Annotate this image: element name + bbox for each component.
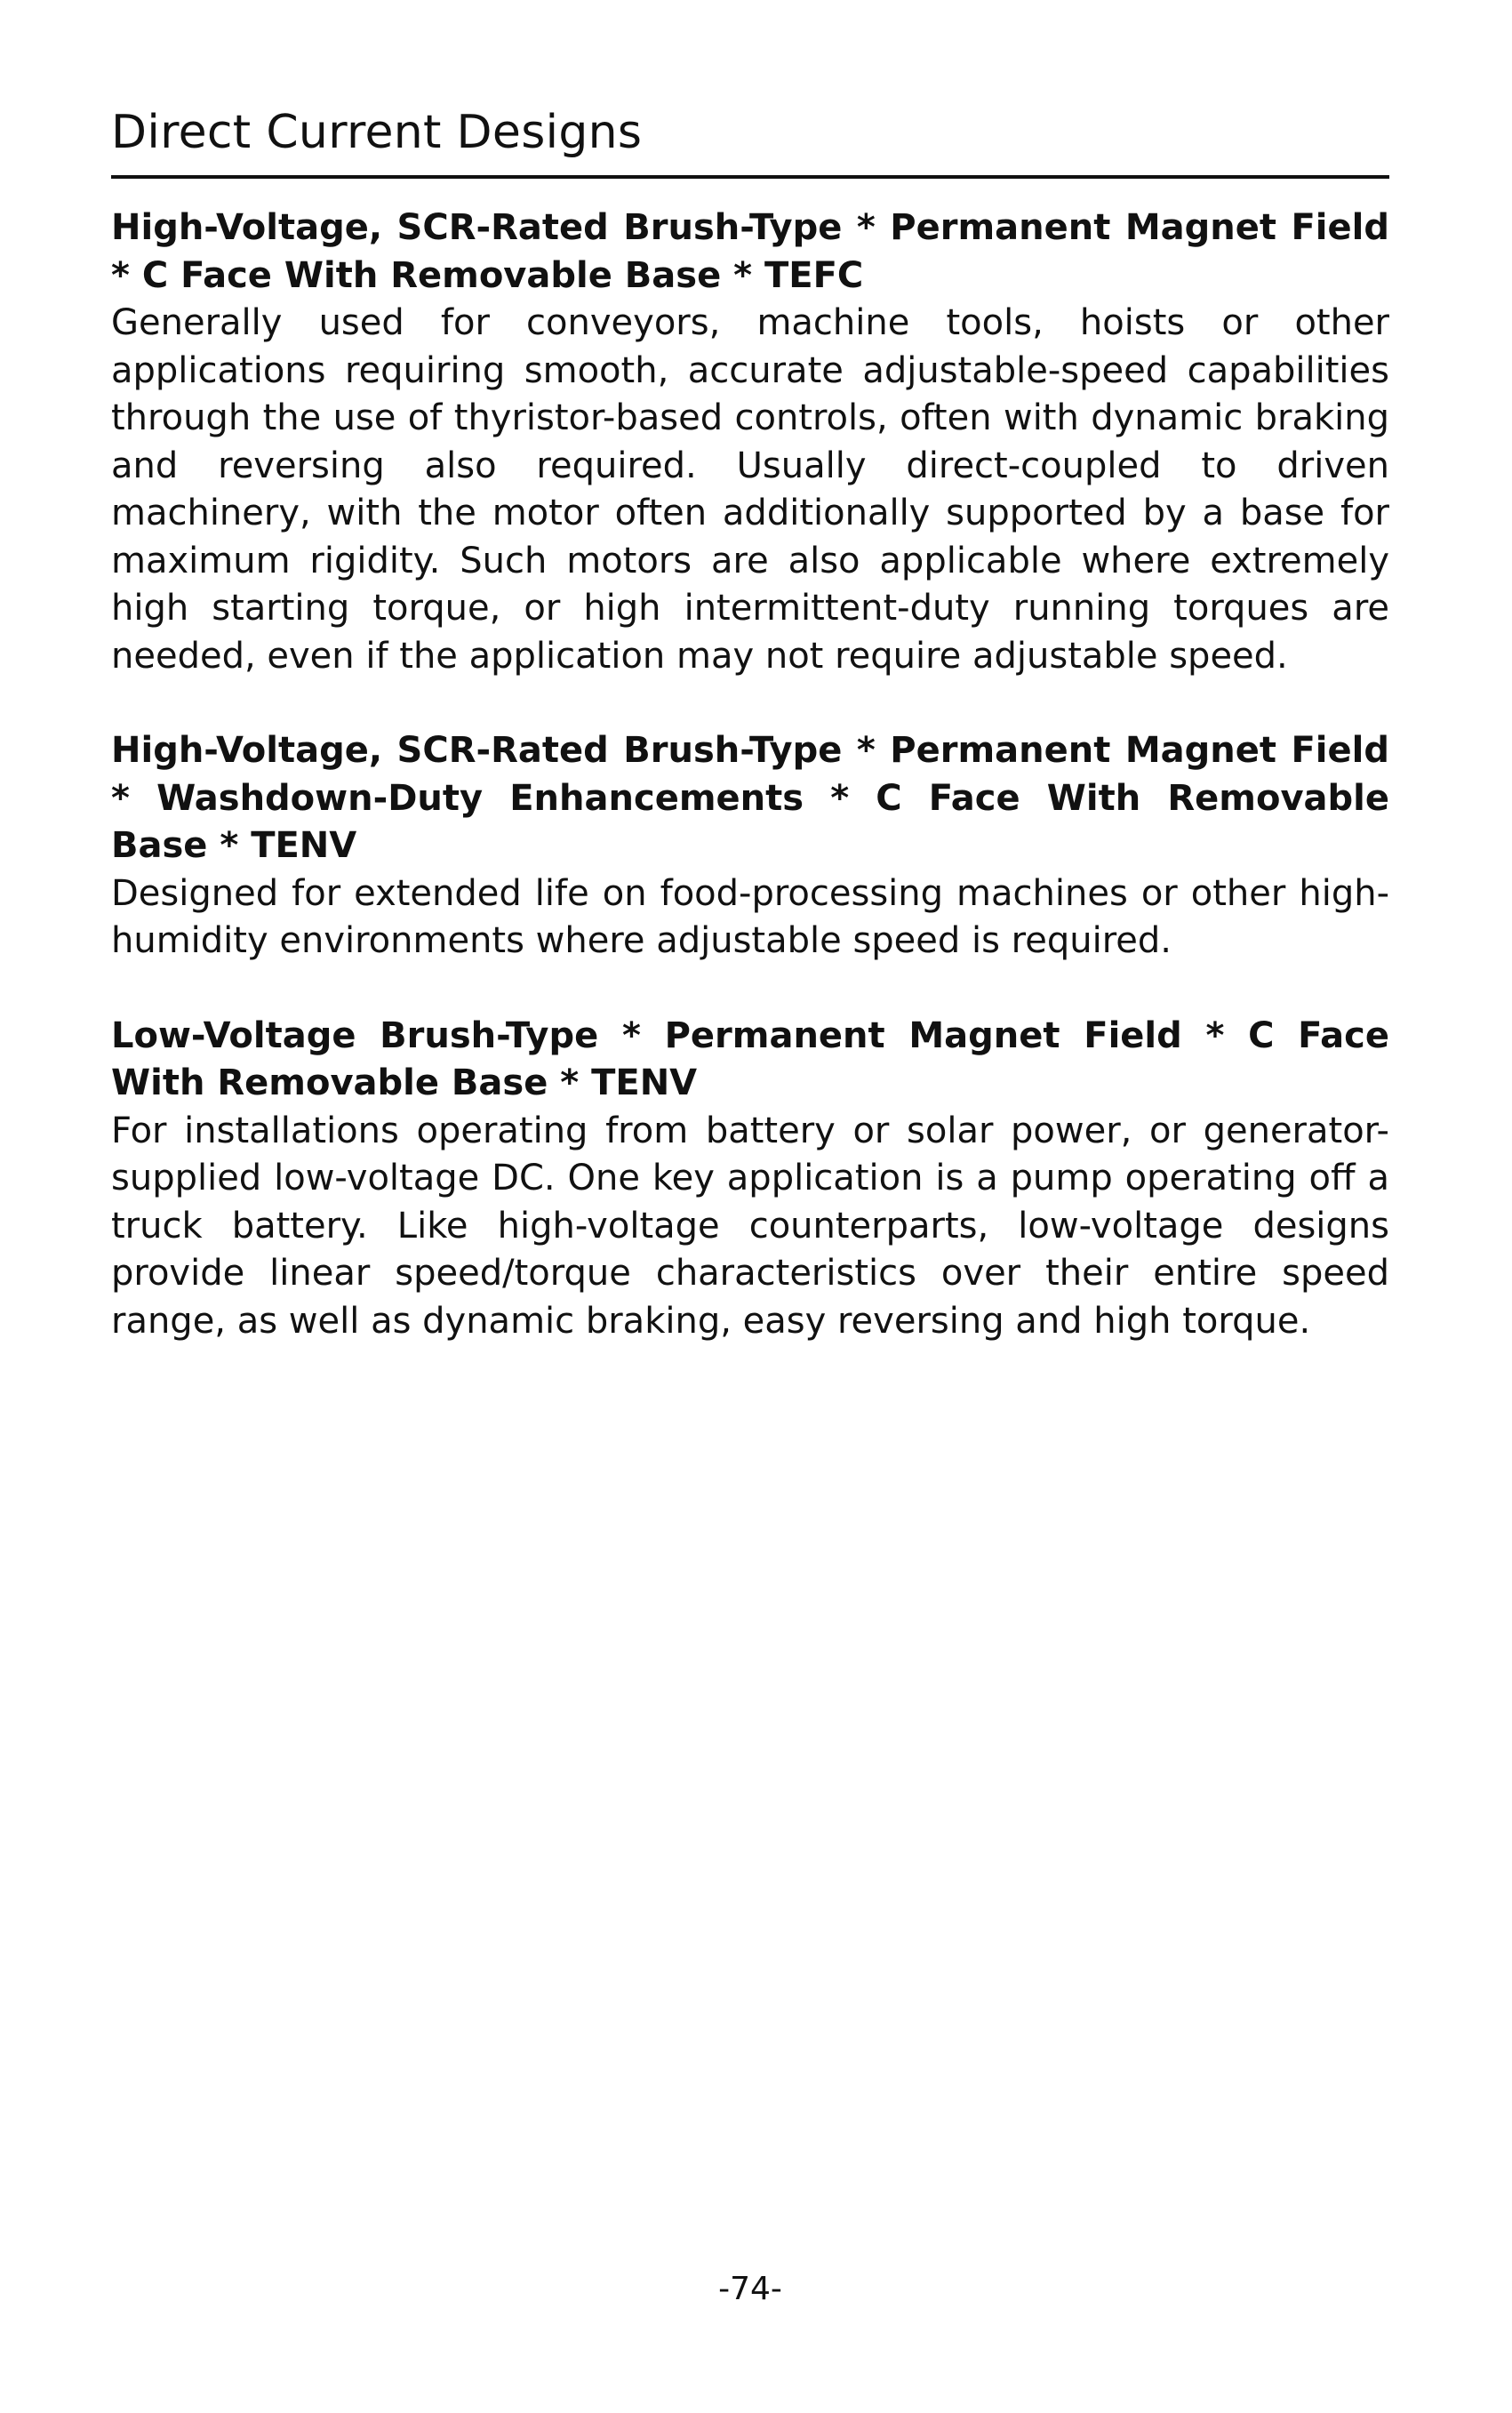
sections-list (111, 204, 1389, 1392)
section-body: Generally used for conveyors, machine tools, hoists or other applications requiring smooth, accurate adjustable-speed capabilities through the use of thyristor-based controls, often with dynamic braking and reversing also required. Usually direct-coupled to driven machinery, with the motor often additionally supported by a base for maximum rigidity. Such motors are also applicable where extremely high starting torque, or high intermittent-duty running torques are needed, even if the application may not require adjustable speed. (111, 302, 1389, 677)
page-title: Direct Current Designs (111, 106, 643, 159)
section-body: For installations operating from battery or solar power, or generator-supplied low-voltage DC. One key application is a pump operating off a truck battery. Like high-voltage counterparts, low-voltage designs provide linear speed/torque characteristics over their entire speed range, as well as dynamic braking, easy reversing and high torque. (111, 1110, 1389, 1342)
section-body: Designed for extended life on food-processing machines or other high-humidity environments where adjustable speed is required. (111, 872, 1389, 961)
section-washdown-tenv (111, 727, 1389, 966)
title-divider (111, 175, 1389, 179)
section-tefc (111, 204, 1389, 680)
section-low-voltage-tenv (111, 1013, 1389, 1346)
section-heading: High-Voltage, SCR-Rated Brush-Type * Permanent Magnet Field * Washdown-Duty Enhancements * C Face With Removable Base * TENV (111, 730, 1389, 866)
document-page (111, 0, 1389, 2413)
section-heading: Low-Voltage Brush-Type * Permanent Magnet Field * C Face With Removable Base * TENV (111, 1014, 1389, 1103)
page-number: -74- (718, 2271, 782, 2307)
section-heading: High-Voltage, SCR-Rated Brush-Type * Permanent Magnet Field * C Face With Removable Base * TEFC (111, 207, 1389, 296)
